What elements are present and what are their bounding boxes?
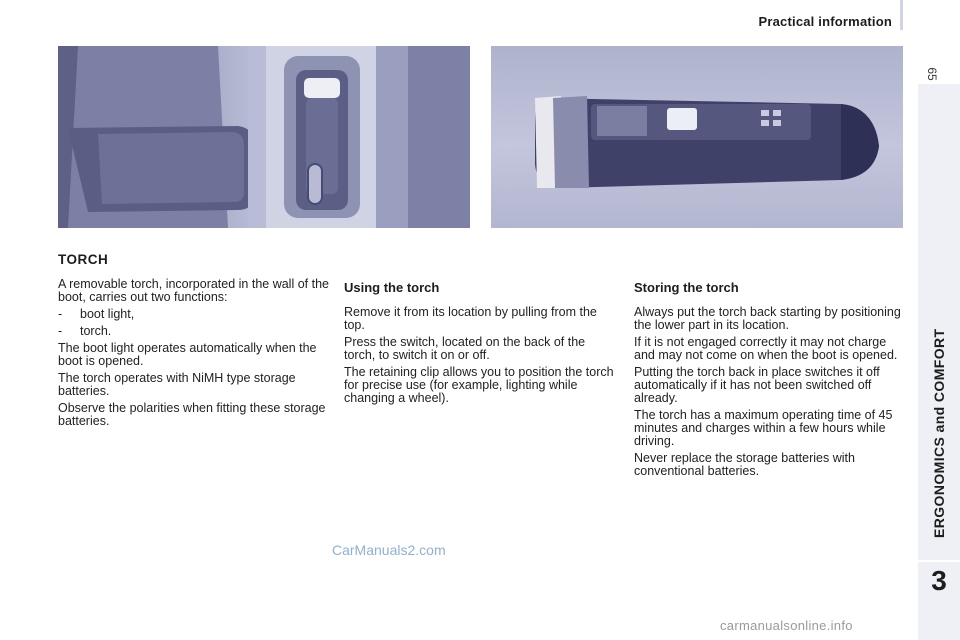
intro-paragraph: A removable torch, incorporated in the wall of the boot, carries out two functions:	[58, 277, 329, 304]
storing-paragraph: If it is not engaged correctly it may not charge and may not come on when the boot is opened.	[634, 335, 898, 362]
intro-paragraph: Observe the polarities when fitting these storage batteries.	[58, 401, 326, 428]
header-rule	[900, 0, 903, 30]
list-item-text: torch.	[80, 324, 112, 338]
storing-paragraph: Never replace the storage batteries with conventional batteries.	[634, 451, 855, 478]
intro-paragraph: The torch operates with NiMH type storage batteries.	[58, 371, 296, 398]
storing-paragraph: Putting the torch back in place switches it off automatically if it has not been switched off already.	[634, 365, 880, 405]
using-paragraph: Press the switch, located on the back of the torch, to switch it on or off.	[344, 335, 586, 362]
using-paragraph: Remove it from its location by pulling from the top.	[344, 305, 597, 332]
boot-wall-illustration	[58, 46, 470, 228]
page-header-title: Practical information	[758, 14, 892, 29]
using-column	[344, 306, 619, 409]
storing-column	[634, 306, 906, 482]
torch-photo	[491, 46, 903, 228]
watermark-carmanualsonline: carmanualsonline.info	[720, 618, 853, 633]
using-paragraph: The retaining clip allows you to position the torch for precise use (for example, lighting while changing a wheel).	[344, 365, 614, 405]
chapter-title: ERGONOMICS and COMFORT	[931, 328, 947, 538]
watermark-carmanuals2: CarManuals2.com	[332, 542, 446, 558]
storing-paragraph: Always put the torch back starting by positioning the lower part in its location.	[634, 305, 901, 332]
chapter-separator	[918, 560, 960, 562]
torch-illustration	[491, 46, 903, 228]
list-item-text: boot light,	[80, 307, 135, 321]
torch-heading: TORCH	[58, 252, 109, 267]
page-number: 65	[925, 67, 939, 81]
using-heading: Using the torch	[344, 280, 440, 295]
intro-paragraph: The boot light operates automatically when the boot is opened.	[58, 341, 317, 368]
list-item: - torch.	[58, 324, 112, 338]
list-item: - boot light,	[58, 307, 135, 321]
storing-heading: Storing the torch	[634, 280, 739, 295]
intro-column	[58, 278, 330, 432]
storing-paragraph: The torch has a maximum operating time of 45 minutes and charges within a few hours while driving.	[634, 408, 893, 448]
chapter-number: 3	[931, 565, 947, 596]
boot-wall-torch-photo	[58, 46, 470, 228]
